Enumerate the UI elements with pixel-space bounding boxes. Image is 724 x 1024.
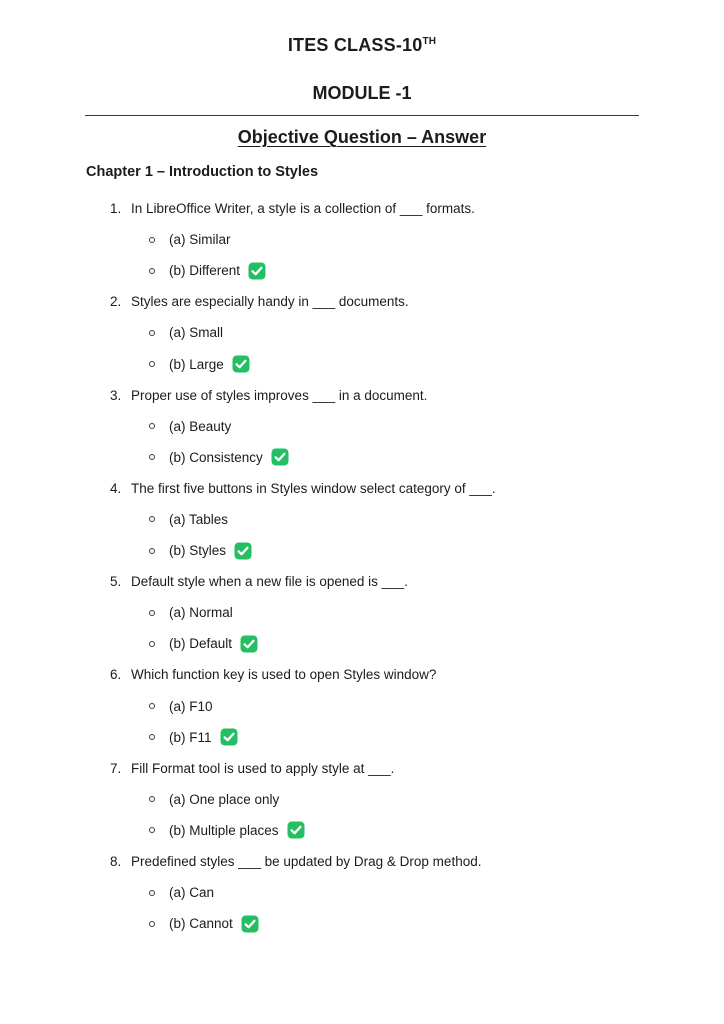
option-label: (b) Different	[169, 263, 241, 279]
option-row	[86, 722, 638, 753]
question-text: Styles are especially handy in ___ documents.	[131, 294, 409, 310]
check-icon	[271, 448, 289, 466]
option-row	[86, 628, 638, 659]
option-row	[86, 784, 638, 815]
question-row	[86, 846, 638, 877]
question-text: Proper use of styles improves ___ in a document.	[131, 387, 428, 403]
option-row	[86, 442, 638, 473]
option-row	[86, 597, 638, 628]
option-label: (b) Large	[169, 356, 224, 372]
question-row	[86, 566, 638, 597]
option-label: (a) F10	[169, 698, 213, 714]
option-label: (b) Styles	[169, 543, 227, 559]
document-content	[86, 165, 638, 939]
option-row	[86, 877, 638, 908]
question-row	[86, 473, 638, 504]
chapter-heading: Chapter 1 – Introduction to Styles	[86, 164, 319, 180]
option-label: (a) Tables	[169, 511, 229, 527]
check-icon	[240, 635, 258, 653]
option-bullet-icon	[149, 796, 155, 802]
option-bullet-icon	[149, 827, 155, 833]
question-number: 1.	[110, 201, 122, 217]
option-bullet-icon	[149, 268, 155, 274]
check-icon	[232, 355, 250, 373]
option-bullet-icon	[149, 361, 155, 367]
option-row	[86, 504, 638, 535]
question-row	[86, 659, 638, 690]
option-bullet-icon	[149, 921, 155, 927]
question-number: 8.	[110, 854, 122, 870]
question-row	[86, 193, 638, 224]
option-label: (a) Similar	[169, 232, 231, 248]
module-title: MODULE -1	[312, 83, 412, 103]
option-row	[86, 691, 638, 722]
check-icon	[241, 915, 259, 933]
option-bullet-icon	[149, 516, 155, 522]
check-icon	[287, 821, 305, 839]
question-number: 3.	[110, 387, 122, 403]
check-icon	[248, 262, 266, 280]
page-title-superscript: TH	[422, 36, 437, 47]
question-row	[86, 286, 638, 317]
option-row	[86, 255, 638, 286]
question-text: The first five buttons in Styles window select category of ___.	[131, 480, 496, 496]
option-bullet-icon	[149, 237, 155, 243]
page-subtitle: Objective Question – Answer	[237, 127, 487, 147]
option-row	[86, 348, 638, 379]
option-bullet-icon	[149, 890, 155, 896]
option-label: (a) Beauty	[169, 418, 232, 434]
question-row	[86, 753, 638, 784]
option-label: (b) Consistency	[169, 449, 263, 465]
option-label: (a) Can	[169, 885, 215, 901]
question-text: Fill Format tool is used to apply style at ___.	[131, 760, 395, 776]
option-bullet-icon	[149, 703, 155, 709]
option-label: (b) Default	[169, 636, 233, 652]
question-text: Predefined styles ___ be updated by Drag & Drop method.	[131, 854, 482, 870]
page-title-text: ITES CLASS-10	[287, 35, 423, 55]
question-number: 2.	[110, 294, 122, 310]
question-text: In LibreOffice Writer, a style is a collection of ___ formats.	[131, 201, 475, 217]
option-bullet-icon	[149, 734, 155, 740]
question-row	[86, 380, 638, 411]
question-text: Default style when a new file is opened is ___.	[131, 574, 408, 590]
option-row	[86, 411, 638, 442]
option-label: (a) Small	[169, 325, 224, 341]
option-row	[86, 317, 638, 348]
question-number: 6.	[110, 667, 122, 683]
question-number: 5.	[110, 574, 122, 590]
option-bullet-icon	[149, 423, 155, 429]
option-row	[86, 908, 638, 939]
option-label: (a) Normal	[169, 605, 233, 621]
option-row	[86, 815, 638, 846]
question-list	[86, 193, 638, 939]
option-label: (b) Cannot	[169, 916, 233, 932]
check-icon	[220, 728, 238, 746]
option-bullet-icon	[149, 548, 155, 554]
option-label: (b) F11	[169, 729, 212, 745]
option-bullet-icon	[149, 610, 155, 616]
page-title	[0, 36, 724, 54]
question-number: 7.	[110, 760, 122, 776]
check-icon	[234, 542, 252, 560]
option-bullet-icon	[149, 330, 155, 336]
option-bullet-icon	[149, 641, 155, 647]
option-row	[86, 224, 638, 255]
header-divider	[85, 115, 639, 116]
option-label: (b) Multiple places	[169, 822, 279, 838]
question-number: 4.	[110, 480, 122, 496]
option-bullet-icon	[149, 454, 155, 460]
question-text: Which function key is used to open Styles window?	[131, 667, 437, 683]
option-label: (a) One place only	[169, 791, 280, 807]
option-row	[86, 535, 638, 566]
document-header	[0, 36, 724, 147]
